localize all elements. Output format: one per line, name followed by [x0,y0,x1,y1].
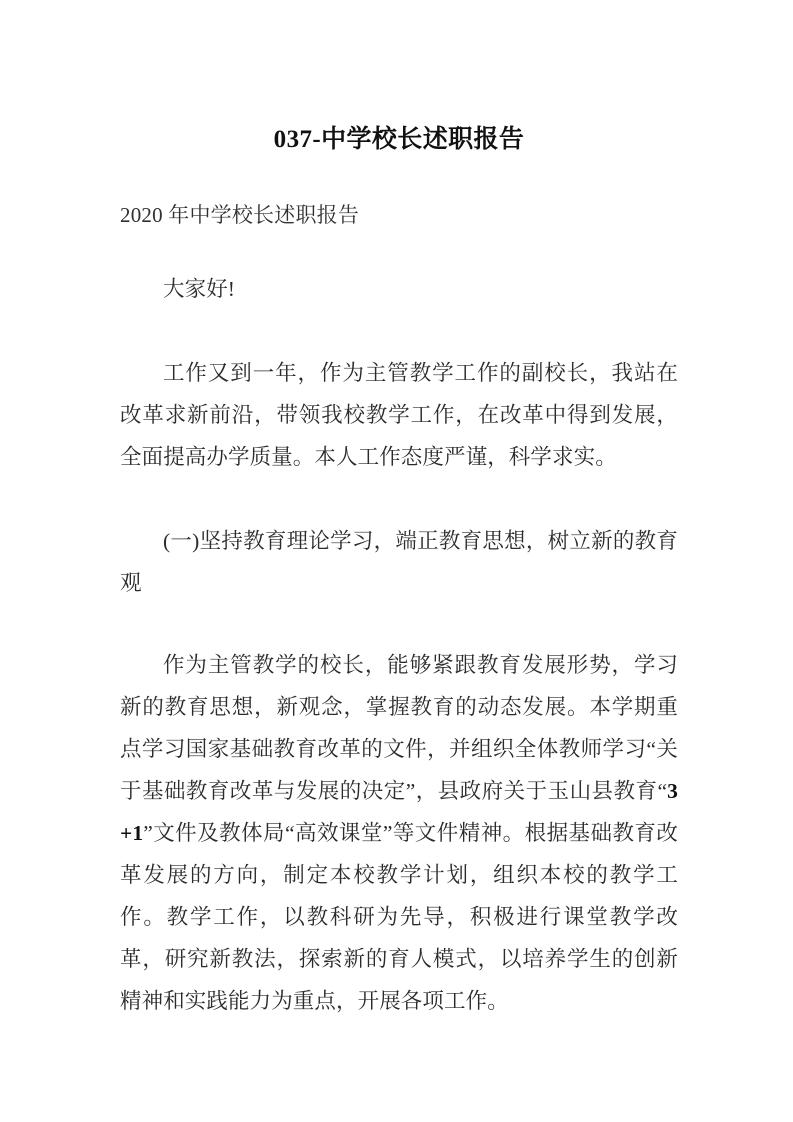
section-body-part-1: 作为主管教学的校长，能够紧跟教育发展形势，学习新的教育思想，新观念，掌握教育的动态发展。本学期重点学习国家基础教育改革的文件，并组织全体教师学习“关于基础教育改革与发展的决定”，县政府关于玉山县教育“ [120,653,678,803]
section-body-part-2: ”文件及教体局“高效课堂”等文件精神。根据基础教育改革发展的方向，制定本校教学计划，组织本校的教学工作。教学工作，以教科研为先导，积极进行课堂教学改革，研究新教法，探索新的育人模式，以培养学生的创新精神和实践能力为重点，开展各项工作。 [120,821,678,1013]
section-body-emphasis: 3+1 [120,779,678,845]
greeting-paragraph: 大家好! [163,277,236,301]
document-body [120,268,678,1022]
intro-paragraph: 工作又到一年，作为主管教学工作的副校长，我站在改革求新前沿，带领我校教学工作，在改革中得到发展，全面提高办学质量。本人工作态度严谨，科学求实。 [120,361,678,469]
page-title: 037-中学校长述职报告 [273,126,525,153]
document-subtitle: 2020 年中学校长述职报告 [120,203,360,227]
section-heading-1: (一)坚持教育理论学习，端正教育思想，树立新的教育观 [120,529,678,595]
section-body-paragraph [120,644,678,1022]
